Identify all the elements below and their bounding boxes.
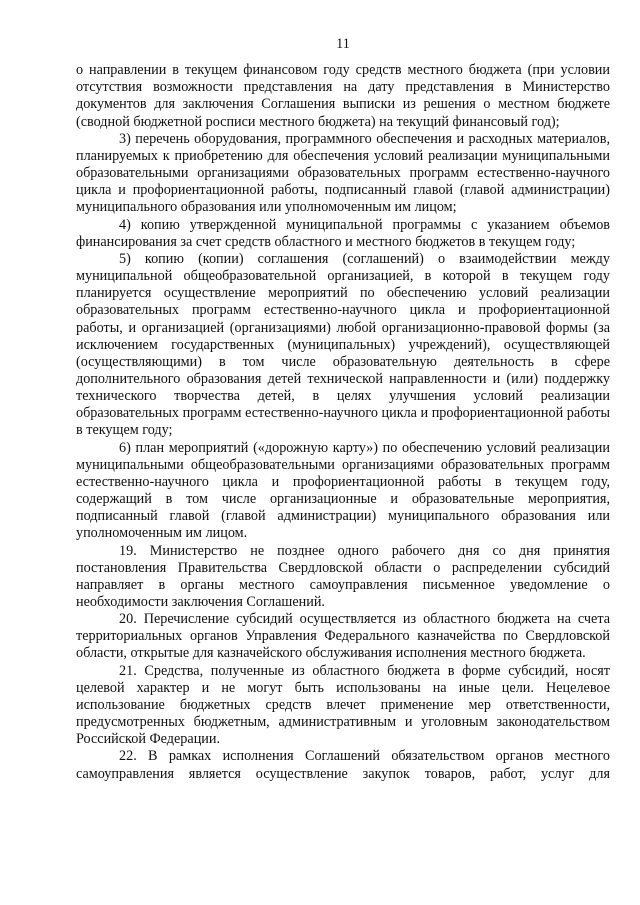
- paragraph-item-4: 4) копию утвержденной муниципальной программы с указанием объемов финансирования за счет средств областного и местного бюджетов в текущем году;: [76, 216, 610, 250]
- paragraph-clause-19: 19. Министерство не позднее одного рабочего дня со дня принятия постановления Правительства Свердловской области о распределении субсидий направляет в органы местного самоуправления письменное уведомление о необходимости заключения Соглашений.: [76, 542, 610, 610]
- paragraph-item-3: 3) перечень оборудования, программного обеспечения и расходных материалов, планируемых к приобретению для обеспечения условий реализации муниципальными образовательными организациями образовательных программ естественно-научного цикла и профориентационной работы, подписанный главой (главой администрации) муниципального образования или уполномоченным им лицом;: [76, 130, 610, 216]
- page-number: 11: [336, 36, 350, 52]
- document-page: [76, 36, 610, 783]
- paragraph-clause-22: 22. В рамках исполнения Соглашений обязательством органов местного самоуправления является осуществление закупок товаров, работ, услуг для: [76, 748, 610, 782]
- paragraph-clause-21: 21. Средства, полученные из областного бюджета в форме субсидий, носят целевой характер и не могут быть использованы на иные цели. Нецелевое использование бюджетных средств влечет применение мер ответственности, предусмотренных бюджетным, административным и уголовным законодательством Российской Федерации.: [76, 662, 610, 748]
- paragraph-item-6: 6) план мероприятий («дорожную карту») по обеспечению условий реализации муниципальными общеобразовательными организациями образовательных программ естественно-научного цикла и профориентационной работы в текущем году, содержащий в том числе организационные и образовательные мероприятия, подписанный главой (главой администрации) муниципального образования или уполномоченным им лицом.: [76, 439, 610, 542]
- paragraph-clause-20: 20. Перечисление субсидий осуществляется из областного бюджета на счета территориальных органов Управления Федерального казначейства по Свердловской области, открытые для казначейского обслуживания исполнения местного бюджета.: [76, 611, 610, 662]
- paragraph-continuation: о направлении в текущем финансовом году средств местного бюджета (при условии отсутствия возможности представления на дату представления в Министерство документов для заключения Соглашения выписки из решения о местном бюджете (сводной бюджетной росписи местного бюджета) на текущий финансовый год);: [76, 62, 610, 130]
- paragraph-item-5: 5) копию (копии) соглашения (соглашений) о взаимодействии между муниципальной общеобразовательной организацией, в которой в текущем году планируется осуществление мероприятий по обеспечению условий реализации образовательных программ естественно-научного цикла и профориентационной работы, и организацией (организациями) любой организационно-правовой формы (за исключением государственных (муниципальных) учреждений), осуществляющей (осуществляющими) в том числе образовательную деятельность в сфере дополнительного образования детей технической направленности и (или) поддержку технического творчества детей, в целях улучшения условий реализации образовательных программ естественно-научного цикла и профориентационной работы в текущем году;: [76, 250, 610, 439]
